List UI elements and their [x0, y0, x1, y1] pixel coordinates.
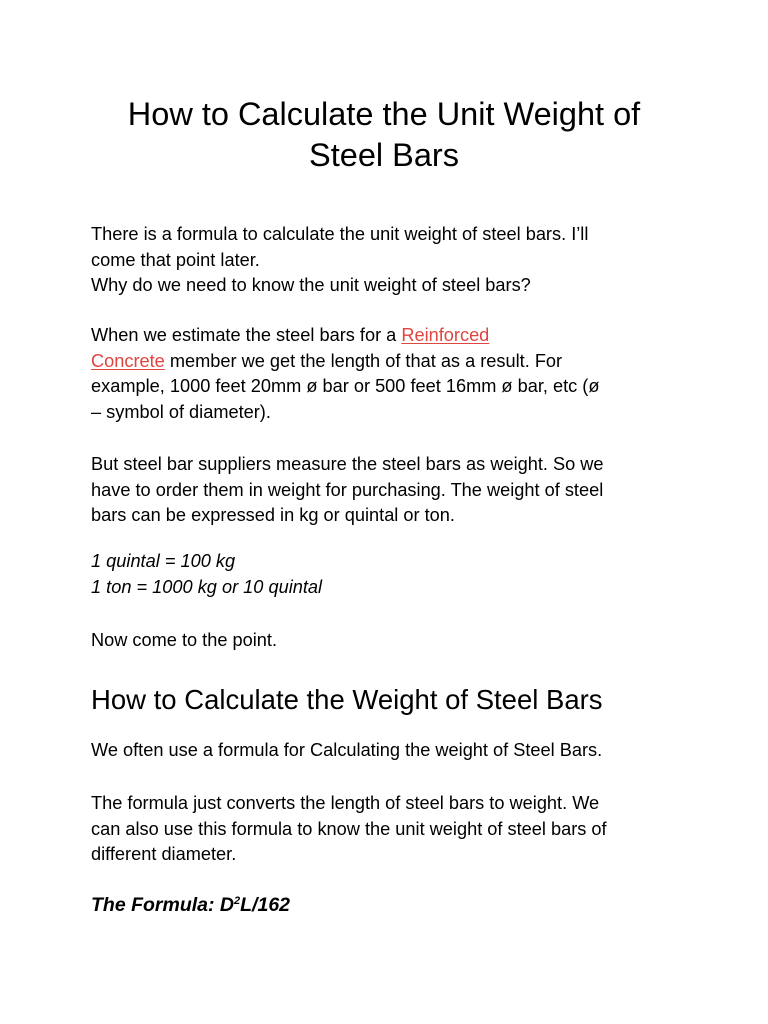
- title-line-1: How to Calculate the Unit Weight of: [127, 96, 641, 132]
- suppliers-line-2: have to order them in weight for purchasing. The weight of steel: [91, 479, 604, 500]
- estimate-line-3: example, 1000 feet 20mm ø bar or 500 feet 16mm ø bar, etc (ø: [91, 376, 600, 396]
- units-line-1: 1 quintal = 100 kg: [91, 551, 236, 571]
- estimate-line-1: [91, 323, 711, 349]
- now-come-paragraph: [91, 628, 711, 654]
- intro-line-1: There is a formula to calculate the unit weight of steel bars. I’ll: [91, 224, 589, 244]
- suppliers-paragraph: [91, 452, 711, 529]
- title-line-2: Steel Bars: [309, 137, 459, 173]
- converts-line-1: The formula just converts the length of steel bars to weight. We: [91, 793, 600, 813]
- estimate-line-4: – symbol of diameter).: [91, 401, 271, 422]
- estimate-paragraph: [91, 323, 711, 425]
- estimate-suffix: member we get the length of that as a result. For: [164, 350, 563, 371]
- intro-line-3: Why do we need to know the unit weight of steel bars?: [91, 275, 531, 295]
- units-paragraph: [91, 549, 711, 600]
- section-heading: How to Calculate the Weight of Steel Bars: [91, 684, 603, 715]
- formula-superscript: 2: [234, 895, 241, 907]
- estimate-line-2: [91, 349, 711, 375]
- intro-line-2: come that point later.: [91, 249, 260, 270]
- formula-prefix: The Formula: D: [91, 894, 235, 916]
- units-line-2: 1 ton = 1000 kg or 10 quintal: [91, 576, 323, 597]
- converts-line-2: can also use this formula to know the unit weight of steel bars of: [91, 818, 607, 839]
- suppliers-line-3: bars can be expressed in kg or quintal or ton.: [91, 505, 455, 525]
- often-use-line: We often use a formula for Calculating the weight of Steel Bars.: [91, 740, 603, 760]
- document-title: [90, 94, 678, 176]
- now-come-line: Now come to the point.: [91, 630, 278, 650]
- concrete-link[interactable]: Concrete: [91, 350, 165, 371]
- formula-suffix: L/162: [240, 894, 291, 916]
- formula-line: [91, 892, 290, 918]
- often-use-paragraph: [91, 738, 711, 764]
- suppliers-line-1: But steel bar suppliers measure the steel bars as weight. So we: [91, 454, 604, 474]
- reinforced-link[interactable]: Reinforced: [401, 325, 490, 345]
- estimate-prefix: When we estimate the steel bars for a: [91, 325, 402, 345]
- intro-paragraph: [91, 222, 711, 299]
- converts-line-3: different diameter.: [91, 844, 237, 864]
- converts-paragraph: [91, 791, 711, 868]
